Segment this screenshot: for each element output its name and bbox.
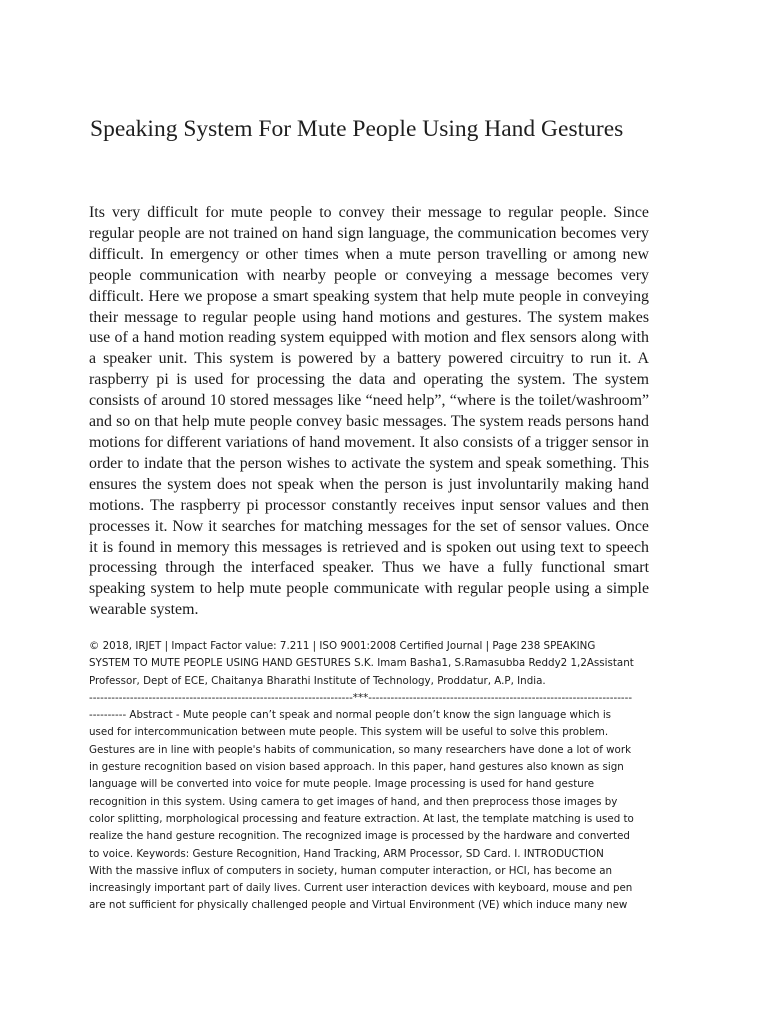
text-line: to voice. Keywords: Gesture Recognition, Hand Tracking, ARM Processor, SD Card. I. INTRODUCTION [89, 847, 604, 860]
text-line: ---------- Abstract - Mute people can’t speak and normal people don’t know the sign language which is [89, 709, 612, 722]
text-line: are not sufficient for physically challenged people and Virtual Environment (VE) which induce many new [89, 899, 628, 912]
text-line: in gesture recognition based on vision based approach. In this paper, hand gestures also known as sign [89, 761, 624, 774]
text-line: With the massive influx of computers in society, human computer interaction, or HCI, has become an [89, 864, 613, 877]
affiliation-line: Professor, Dept of ECE, Chaitanya Bharathi Institute of Technology, Proddatur, A.P, India. [89, 674, 546, 687]
text-line: recognition in this system. Using camera to get images of hand, and then preprocess those images by [89, 795, 618, 808]
paper-title-authors-line: SYSTEM TO MUTE PEOPLE USING HAND GESTURES S.K. Imam Basha1, S.Ramasubba Reddy2 1,2Assistant [89, 657, 634, 670]
document-title: Speaking System For Mute People Using Hand Gestures [90, 116, 624, 142]
text-line: realize the hand gesture recognition. The recognized image is processed by the hardware and converted [89, 830, 630, 843]
abstract-paragraph: Its very difficult for mute people to convey their message to regular people. Since regular people are not trained on hand sign language, the communication becomes very difficult. In emergency or other times when a mute person travelling or among new people communication with nearby people or conveying a message becomes very difficult. Here we propose a smart speaking system that help mute people in conveying their message to regular people using hand motions and gestures. The system makes use of a hand motion reading system equipped with motion and flex sensors along with a speaker unit. This system is powered by a battery powered circuitry to run it. A raspberry pi is used for processing the data and operating the system. The system consists of around 10 stored messages like “need help”, “where is the toilet/washroom” and so on that help mute people convey basic messages. The system reads persons hand motions for different variations of hand movement. It also consists of a trigger sensor in order to indate that the person wishes to activate the system and speak something. This ensures the system does not speak when the person is just involuntarily making hand motions. The raspberry pi processor constantly receives input sensor values and then processes it. Now it searches for matching messages for the set of sensor values. Once it is found in memory this messages is retrieved and is spoken out using text to speech processing through the interfaced speaker. Thus we have a fully functional smart speaking system to help mute people communicate with regular people using a simple wearable system. [89, 204, 649, 619]
separator-line: -----------------------------------------------------------------------***----------------------------------------------------------------------- [89, 691, 633, 704]
extracted-text-block [89, 638, 677, 915]
journal-footer-line: © 2018, IRJET | Impact Factor value: 7.211 | ISO 9001:2008 Certified Journal | Page 238 SPEAKING [89, 640, 596, 652]
text-line: Gestures are in line with people's habits of communication, so many researchers have done a lot of work [89, 743, 632, 756]
text-line: used for intercommunication between mute people. This system will be useful to solve this problem. [89, 726, 609, 739]
text-line: color splitting, morphological processing and feature extraction. At last, the template matching is used to [89, 812, 634, 825]
text-line: increasingly important part of daily lives. Current user interaction devices with keyboard, mouse and pen [89, 882, 633, 895]
text-line: language will be converted into voice for mute people. Image processing is used for hand gesture [89, 778, 595, 791]
